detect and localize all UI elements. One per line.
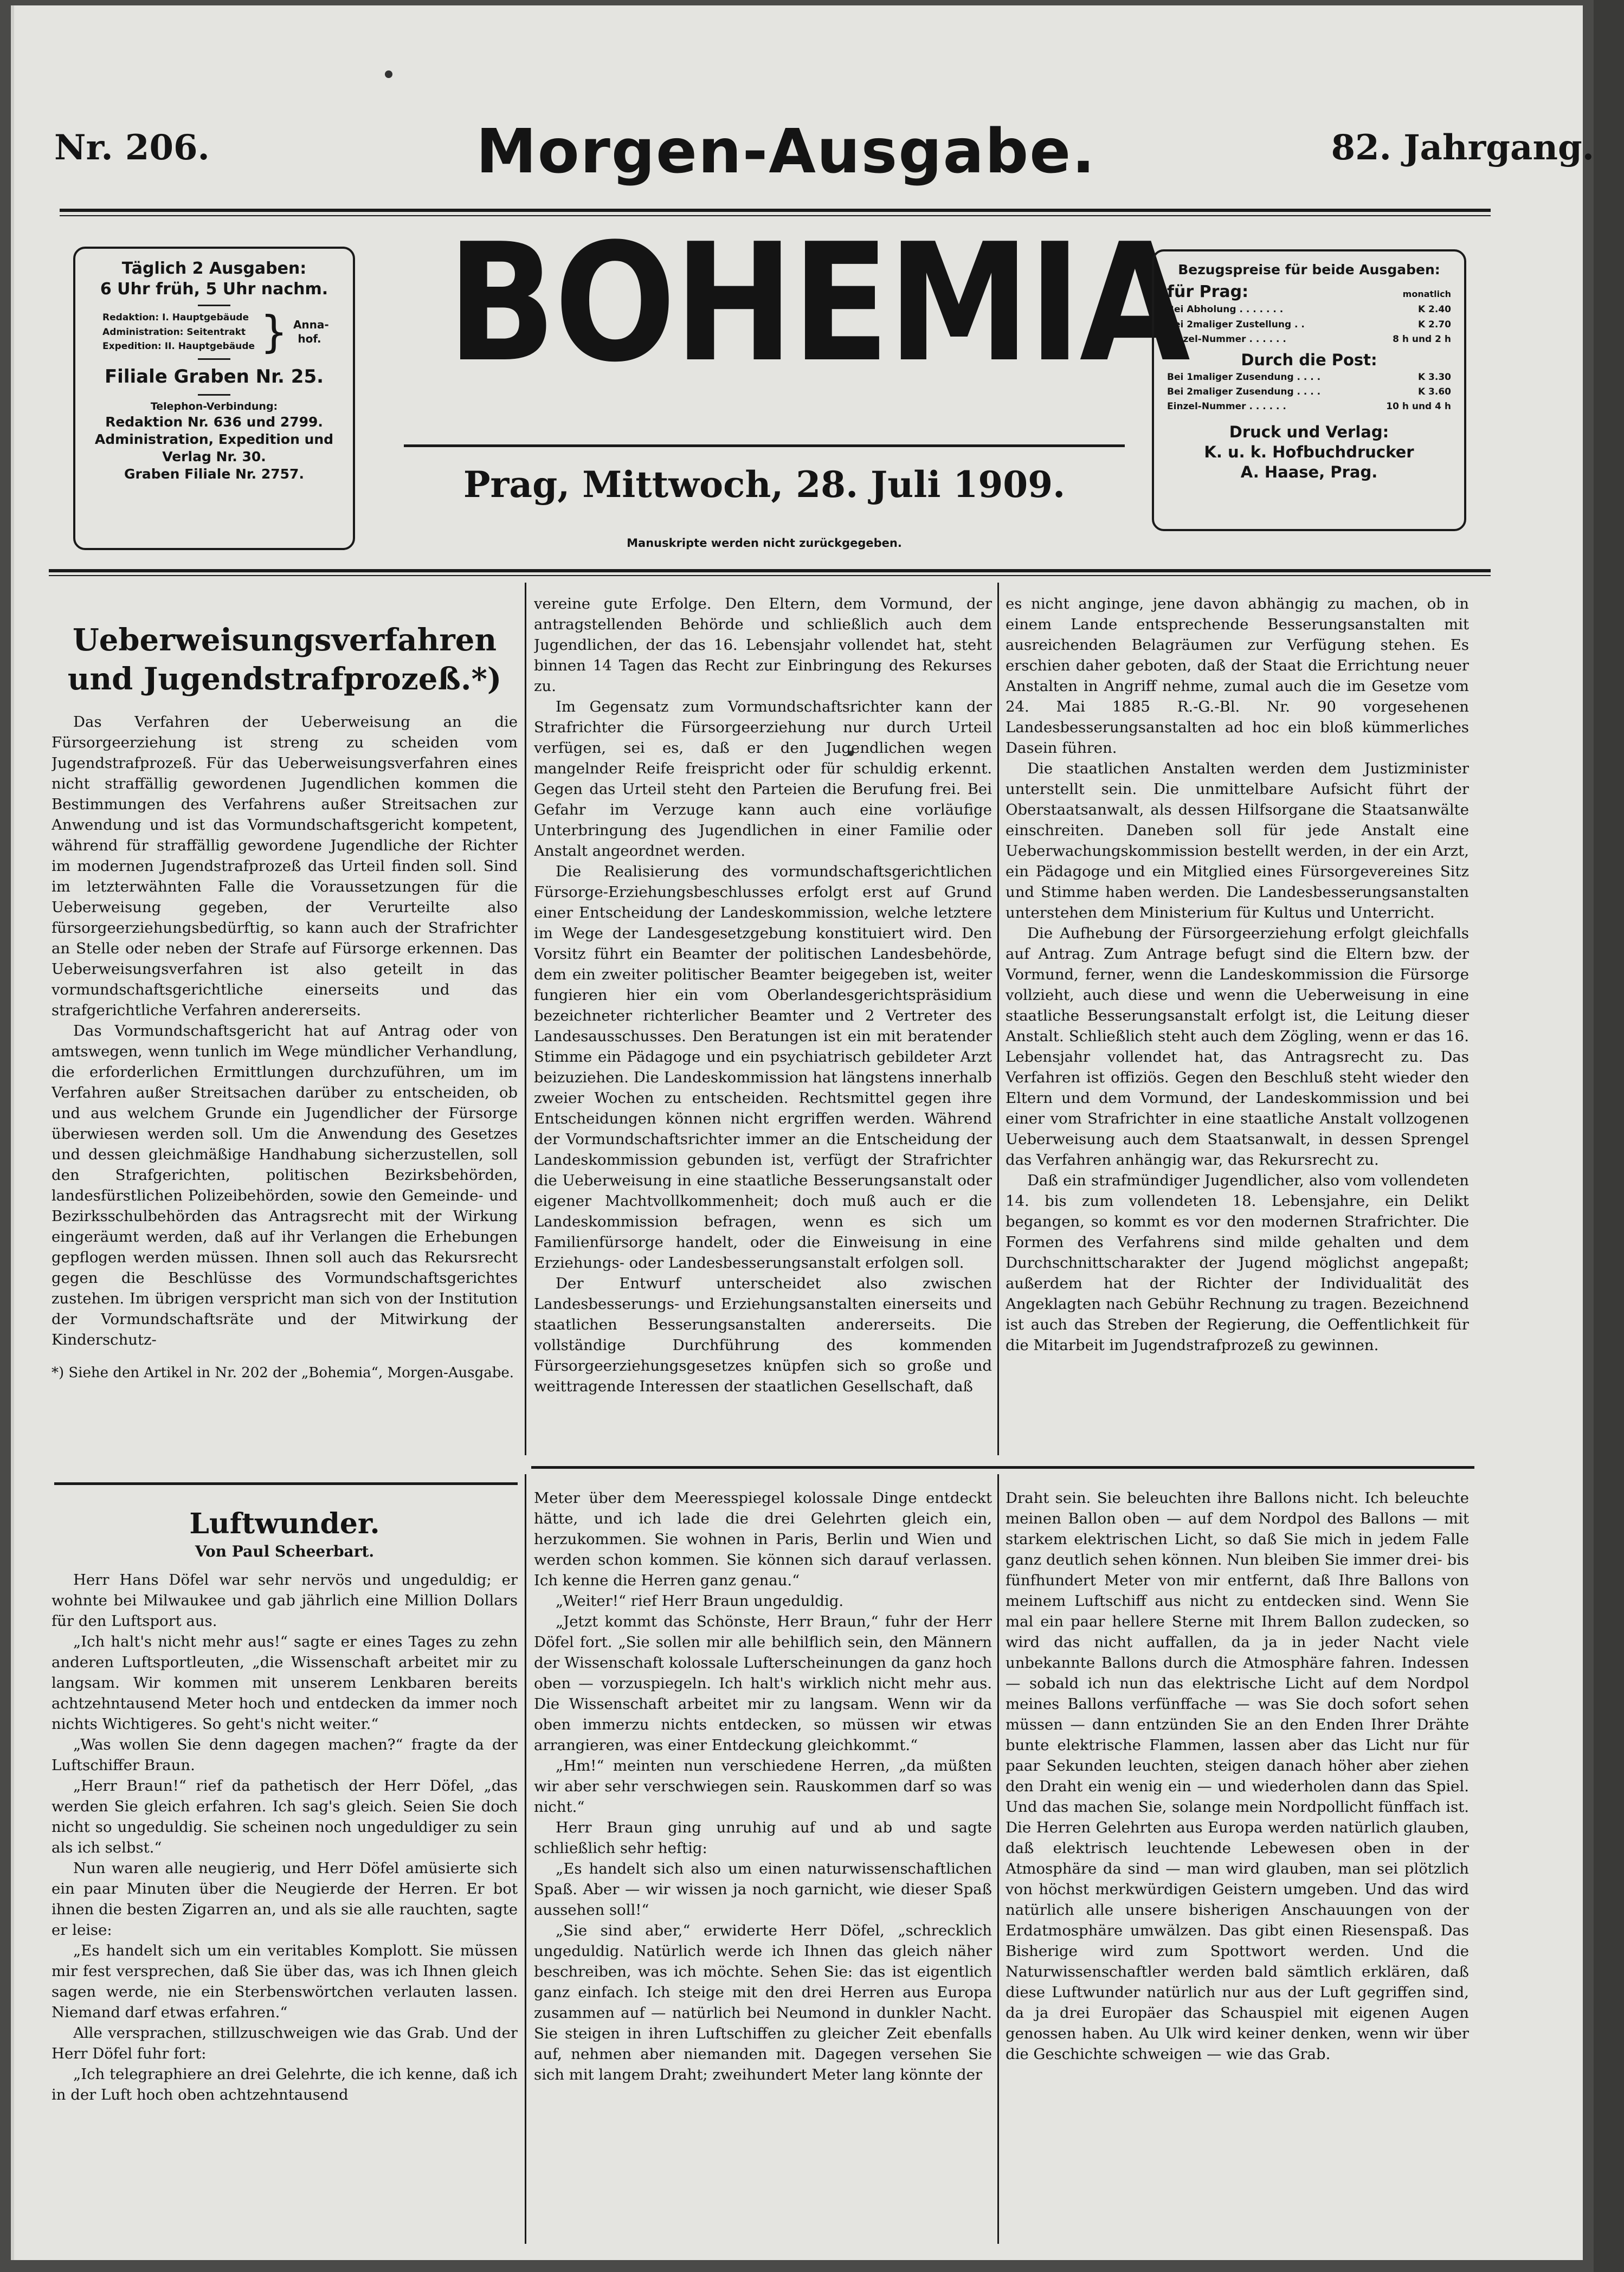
- paragraph: „Weiter!“ rief Herr Braun ungeduldig.: [556, 1592, 844, 1610]
- office-addresses: [88, 306, 340, 357]
- paragraph: Der Entwurf unterscheidet also zwischen Landesbesserungs- und Erziehungsanstalten einerseits und staatlichen Besserungsanstalten andererseits. Die vollständige Durchführung des kommenden Fürsorgeerziehungsgesetzes knüpfen sich so große und weittragende Interessen der staatlichen Gesellschaft, daß: [534, 1275, 992, 1395]
- section-rule: [531, 1466, 1474, 1469]
- monthly-label: monatlich: [1402, 289, 1451, 299]
- paragraph: es nicht anginge, jene davon abhängig zu machen, ob in einem Lande entsprechende Besserungsanstalten mit ausreichenden Belagräumen zur Verfügung stehen. Es erschien daher geboten, daß der Staat die Errichtung neuer Anstalten in Angriff nehme, zumal auch die im Gesetze vom 24. Mai 1885 R.-G.-Bl. Nr. 90 vorgesehenen Landesbesserungsanstalten ad hoc ein bloß kümmerliches Dasein führen.: [1006, 595, 1469, 757]
- divider: [198, 394, 230, 396]
- office-side-label: Anna-hof.: [293, 318, 329, 345]
- price-row: Bei 2maliger Zustellung . . K 2.70: [1167, 319, 1451, 330]
- footnote: [51, 1363, 518, 1383]
- article-column-1: [51, 593, 518, 1436]
- post-label: Durch die Post:: [1241, 350, 1377, 369]
- section-rule: [54, 1482, 518, 1485]
- paragraph: Herr Braun ging unruhig auf und ab und sagte schließlich sehr heftig:: [534, 1819, 992, 1857]
- phone-line: Verlag Nr. 30.: [162, 448, 266, 464]
- paragraph: Meter über dem Meeresspiegel kolossale Dinge entdeckt hätte, und ich lade die drei Gelehrten gleich ein, herzukommen. Sie wohnen in Paris, Berlin und Wien und werden schon kommen. Sie können sich darauf verlassen. Ich kenne die Herren ganz genau.“: [534, 1489, 992, 1589]
- printer-location: A. Haase, Prag.: [1240, 462, 1378, 481]
- column-rule: [997, 583, 999, 1455]
- paragraph: „Sie sind aber,“ erwiderte Herr Döfel, „schrecklich ungeduldig. Natürlich werde ich Ihnen das gleich näher beschreiben, was ich möchte. Sehen Sie: das ist eigentlich ganz einfach. Ich steige mit den drei Herren aus Europa zusammen auf — natürlich bei Neumond in dunkler Nacht. Sie steigen in ihren Luftschiffen zu gleicher Zeit ebenfalls auf, nehmen aber niemanden mit. Dagegen versehen Sie sich mit langem Draht; zweihundert Meter lang könnte der: [534, 1922, 992, 2083]
- headline-line-2: und Jugendstrafprozeß.*): [67, 661, 502, 697]
- headline-line-1: Ueberweisungsverfahren: [72, 622, 497, 658]
- phone-line: Redaktion Nr. 636 und 2799.: [105, 414, 323, 430]
- feuilleton-byline: Von Paul Scheerbart.: [195, 1542, 375, 1560]
- office-redaktion: Redaktion: I. Hauptgebäude: [102, 312, 249, 324]
- price-row: Bei 2maliger Zusendung . . . . K 3.60: [1167, 386, 1451, 398]
- edition-label: Morgen-Ausgabe.: [476, 117, 1096, 187]
- paragraph: Die Aufhebung der Fürsorgeerziehung erfolgt gleichfalls auf Antrag. Zum Antrage befugt sind die Eltern bzw. der Vormund, ferner, wenn die Landeskommission die Fürsorge vollzieht, auch diese und wenn die Ueberweisung in eine staatliche Besserungsanstalt erfolgt ist, die Leitung dieser Anstalt. Schließlich steht auch dem Zögling, wenn er das 16. Lebensjahr vollendet hat, das Antragsrecht zu. Das Verfahren ist offiziös. Gegen den Beschluß steht wieder den Eltern und dem Vormund, der Landeskommission und bei einer vom Strafrichter in eine staatliche Anstalt vollzogenen Ueberweisung auch dem Staatsanwalt, in dessen Sprengel das Verfahren anhängig war, das Rekursrecht zu.: [1006, 925, 1469, 1169]
- scan-edge: [1594, 0, 1624, 2272]
- divider: [198, 305, 230, 306]
- schedule-box: [73, 247, 355, 550]
- printer-name: K. u. k. Hofbuchdrucker: [1204, 442, 1414, 461]
- column-rule: [997, 1474, 999, 2244]
- feuilleton-title: Luftwunder.: [189, 1507, 380, 1540]
- paragraph: Die Realisierung des vormundschaftsgerichtlichen Fürsorge-Erziehungsbeschlusses erfolgt erst auf Grund einer Entscheidung der Landeskommission, welche letztere im Wege der Landesgesetzgebung konstituiert wird. Den Vorsitz führt ein Beamter der politischen Landesbehörde, dem ein zweiter politischer Beamter beigegeben ist, weiter fungieren hier ein vom Oberlandesgerichtspräsidium bezeichneter richterlicher Beamter und 2 Vertreter des Landesausschusses. Den Beratungen ist ein mit beratender Stimme ein Pädagoge und ein psychiatrisch gebildeter Arzt beizuziehen. Die Landeskommission hat längstens innerhalb zweier Wochen zu entscheiden. Rechtsmittel gegen ihre Entscheidungen können nicht ergriffen werden. Während der Vormundschaftsrichter immer an die Entscheidung der Landeskommission gebunden ist, verfügt der Strafrichter die Ueberweisung in eine staatliche Besserungsanstalt oder eigener Machtvollkommenheit; doch muß auch er die Landeskommission befragen, wenn es sich um Familienfürsorge handelt, oder die Einweisung in eine Erziehungs- oder Landesbesserungsanstalt erfolgen soll.: [534, 863, 992, 1271]
- column-rule: [525, 1474, 526, 2244]
- feuilleton-column-2: [534, 1488, 992, 2236]
- price-row: Bei Abholung . . . . . . . K 2.40: [1167, 304, 1451, 315]
- paragraph: Alle versprachen, stillzuschweigen wie das Grab. Und der Herr Döfel fuhr fort:: [51, 2024, 518, 2062]
- paragraph: Die staatlichen Anstalten werden dem Justizminister unterstellt sein. Die unmittelbare Aufsicht führt der Oberstaatsanwalt, als dessen Hilfsorgane die Staatsanwälte einschreiten. Daneben soll für jede Anstalt eine Ueberwachungskommission bestellt werden, in der ein Arzt, ein Pädagoge und ein Mitglied eines Fürsorgevereines Sitz und Stimme haben werden. Die Landesbesserungsanstalten unterstehen dem Ministerium für Kultus und Unterricht.: [1006, 760, 1469, 921]
- issue-date: Prag, Mittwoch, 28. Juli 1909.: [463, 463, 1066, 506]
- paragraph: Daß ein strafmündiger Jugendlicher, also vom vollendeten 14. bis zum vollendeten 18. Lebensjahre, ein Delikt begangen, so kommt es vor den modernen Strafrichter. Die Formen des Verfahrens sind milde gehalten und dem Durchschnittscharakter der Jugend möglichst angepaßt; außerdem hat der Richter der Individualität des Angeklagten nach Gebühr Rechnung zu tragen. Bezeichnend ist auch das Streben der Regierung, die Oeffentlichkeit für die Mitarbeit im Jugendstrafprozeß zu gewinnen.: [1006, 1172, 1469, 1354]
- prag-heading: [1167, 282, 1451, 302]
- newspaper-title: BOHEMIA: [447, 209, 1189, 398]
- price-box: [1152, 249, 1466, 531]
- paragraph: Das Verfahren der Ueberweisung an die Fürsorgeerziehung ist streng zu scheiden vom Jugendstrafprozeß. Für das Ueberweisungsverfahren eines nicht straffällig gewordenen Jugendlichen kommen die Bestimmungen des Verfahrens außer Streitsachen zur Anwendung und ist das Vormundschaftsgericht kompetent, während für straffällig gewordene Jugendliche der Richter im modernen Jugendstrafprozeß das Urteil finden soll. Sind im letzterwähnten Falle die Voraussetzungen für die Ueberweisung gegeben, der Verurteilte also fürsorgeerziehungsbedürftig, so kann auch der Strafrichter an Stelle oder neben der Strafe auf Fürsorge erkennen. Das Ueberweisungsverfahren ist also geteilt in das vormundschaftsgerichtliche einerseits und das strafgerichtliche Verfahren andererseits.: [51, 713, 518, 1019]
- price-heading: Bezugspreise für beide Ausgaben:: [1178, 262, 1440, 277]
- paragraph: „Es handelt sich um ein veritables Komplott. Sie müssen mir fest versprechen, daß Sie über das, was ich Ihnen gleich sagen werde, nie ein Sterbenswörtchen verlauten lassen. Niemand darf etwas erfahren.“: [51, 1942, 518, 2021]
- printer-heading: Druck und Verlag:: [1229, 422, 1389, 441]
- volume-label: 82. Jahrgang.: [1331, 127, 1594, 168]
- issue-number: Nr. 206.: [54, 127, 210, 168]
- column-rule: [525, 583, 526, 1455]
- phone-heading: Telephon-Verbindung:: [150, 401, 278, 413]
- paragraph: „Jetzt kommt das Schönste, Herr Braun,“ fuhr der Herr Döfel fort. „Sie sollen mir alle behilflich sein, den Männern der Wissenschaft kolossale Lufterscheinungen da ganz hoch oben — vorzuspiegeln. Ich halt's wirklich nicht mehr aus. Die Wissenschaft arbeitet mir zu langsam. Wenn wir da oben immerzu nichts entdecken, so müssen wir etwas arrangieren, was einer Entdeckung gleichkommt.“: [534, 1613, 992, 1754]
- schedule-line: Täglich 2 Ausgaben:: [121, 259, 307, 278]
- price-row: Bei 1maliger Zusendung . . . . K 3.30: [1167, 372, 1451, 383]
- phone-line: Administration, Expedition und: [94, 431, 334, 447]
- price-row: Einzel-Nummer . . . . . . 8 h und 2 h: [1167, 333, 1451, 345]
- paragraph: „Ich telegraphiere an drei Gelehrte, die ich kenne, daß ich in der Luft hoch oben achtzehntausend: [51, 2066, 518, 2103]
- paragraph: „Ich halt's nicht mehr aus!“ sagte er eines Tages zu zehn anderen Luftsportleuten, „die Wissenschaft arbeitet mir zu langsam. Wir kommen mit unserem Lenkbaren bereits achtzehntausend Meter hoch und entdecken da immer noch nichts Wichtigeres. So geht's nicht weiter.“: [51, 1633, 518, 1733]
- branch-office: Filiale Graben Nr. 25.: [104, 365, 324, 388]
- header-rule: [49, 569, 1491, 576]
- article-headline: [51, 621, 518, 699]
- feuilleton-column-1: [51, 1507, 518, 2236]
- paragraph: Nun waren alle neugierig, und Herr Döfel amüsierte sich ein paar Minuten über die Neugierde der Herren. Er bot ihnen die besten Zigarren an, und als sie alle rauchten, sagte er leise:: [51, 1860, 518, 1939]
- feuilleton-column-3: [1006, 1488, 1469, 2236]
- brace-glyph: }: [260, 306, 288, 357]
- paragraph: vereine gute Erfolge. Den Eltern, dem Vormund, der antragstellenden Behörde und schließlich auch dem Jugendlichen, der das 16. Lebensjahr vollendet hat, steht binnen 14 Tagen das Recht zur Einbringung des Rekurses zu.: [534, 595, 992, 695]
- manuscript-note: Manuskripte werden nicht zurückgegeben.: [627, 537, 902, 550]
- article-column-3: [1006, 593, 1469, 1453]
- divider: [198, 358, 230, 360]
- paragraph: Das Vormundschaftsgericht hat auf Antrag oder von amtswegen, wenn tunlich im Wege mündlicher Verhandlung, die erforderlichen Ermittlungen durchzuführen, um im Verfahren außer Streitsachen darüber zu entscheiden, ob und aus welchem Grunde ein Jugendlicher der Fürsorge überwiesen werden soll. Um die Anwendung des Gesetzes und dessen gleichmäßige Handhabung sicherzustellen, soll den Strafgerichten, politischen Bezirksbehörden, landesfürstlichen Polizeibehörden, sowie den Gemeinde- und Bezirksschulbehörden das Antragsrecht mit der Wirkung eingeräumt werden, daß auf ihr Verlangen die Erhebungen gepflogen werden müssen. Ihnen soll auch das Rekursrecht gegen die Beschlüsse des Vormundschaftsgerichtes zustehen. Im übrigen verspricht man sich von der Institution der Vormundschaftsräte und der Mitwirkung der Kinderschutz-: [51, 1022, 518, 1348]
- price-row: Einzel-Nummer . . . . . . 10 h und 4 h: [1167, 401, 1451, 412]
- phone-line: Graben Filiale Nr. 2757.: [124, 466, 304, 482]
- footnote-text: *) Siehe den Artikel in Nr. 202 der „Bohemia“, Morgen-Ausgabe.: [51, 1365, 514, 1381]
- paragraph: Herr Hans Döfel war sehr nervös und ungeduldig; er wohnte bei Milwaukee und gab jährlich eine Million Dollars für den Luftsport aus.: [51, 1571, 518, 1630]
- title-rule: [404, 444, 1125, 447]
- ink-spot: [385, 70, 392, 78]
- schedule-times: 6 Uhr früh, 5 Uhr nachm.: [100, 280, 328, 299]
- office-expedition: Expedition: II. Hauptgebäude: [102, 340, 255, 352]
- office-administration: Administration: Seitentrakt: [102, 326, 246, 338]
- paragraph: „Was wollen Sie denn dagegen machen?“ fragte da der Luftschiffer Braun.: [51, 1736, 518, 1774]
- paragraph: Im Gegensatz zum Vormundschaftsrichter kann der Strafrichter die Fürsorgeerziehung nur durch Urteil verfügen, sei es, daß er den Jugendlichen wegen mangelnder Reife freispricht oder für schuldig erkennt. Gegen das Urteil steht den Parteien die Berufung frei. Bei Gefahr im Verzuge kann auch eine vorläufige Unterbringung des Jugendlichen in einer Familie oder Anstalt angeordnet werden.: [534, 698, 992, 860]
- article-column-2: [534, 593, 992, 1453]
- paragraph: „Hm!“ meinten nun verschiedene Herren, „da müßten wir aber sehr verschwiegen sein. Rauskommen darf so was nicht.“: [534, 1757, 992, 1816]
- prag-label: für Prag:: [1167, 282, 1249, 301]
- paragraph: Draht sein. Sie beleuchten ihre Ballons nicht. Ich beleuchte meinen Ballon oben — auf dem Nordpol des Ballons — mit starkem elektrischen Licht, so daß Sie mich in jedem Falle ganz deutlich sehen können. Nun bleiben Sie immer drei- bis fünfhundert Meter von mir entfernt, daß Ihre Ballons von meinem Luftschiff aus nicht zu entdecken sind. Wenn Sie mal ein paar hellere Sterne mit Ihrem Ballon zudecken, so wird das nicht auffallen, da ja in jeder Nacht viele unbekannte Ballons durch die Atmosphäre fahren. Indessen — sobald ich nun das elektrische Licht auf dem Nordpol meines Ballons verfünffache — was Sie doch sofort sehen müssen — dann entzünden Sie an den Enden Ihrer Drähte bunte elektrische Flammen, lassen aber das Licht nur für paar Sekunden leuchten, steigen danach höher aber ziehen den Draht ein wenig ein — und wiederholen dann das Spiel. Und das machen Sie, solange mein Nordpollicht fünffach ist. Die Herren Gelehrten aus Europa werden natürlich glauben, daß elektrisch leuchtende Lebewesen oben in der Atmosphäre da sind — man wird glauben, man sei plötzlich von höchst merkwürdigen Geistern umgeben. Und das wird natürlich alle unsere bisherigen Anschauungen von der Erdatmosphäre umwälzen. Das gibt einen Riesenspaß. Das Bisherige wird zum Spottwort werden. Und die Naturwissenschaftler werden bald sämtlich erklären, daß diese Luftwunder natürlich nur aus der Luft gegriffen sind, da ja drei Europäer das Schauspiel mit eigenen Augen genossen haben. Au Ulk wird keiner denken, wenn wir über die Geschichte schweigen — wie das Grab.: [1006, 1489, 1469, 2063]
- paragraph: „Es handelt sich also um einen naturwissenschaftlichen Spaß. Aber — wir wissen ja noch garnicht, wie dieser Spaß aussehen soll!“: [534, 1860, 992, 1919]
- paragraph: „Herr Braun!“ rief da pathetisch der Herr Döfel, „das werden Sie gleich erfahren. Ich sag's gleich. Seien Sie doch nicht so ungeduldig. Sie scheinen noch ungeduldiger zu sein als ich selbst.“: [51, 1777, 518, 1856]
